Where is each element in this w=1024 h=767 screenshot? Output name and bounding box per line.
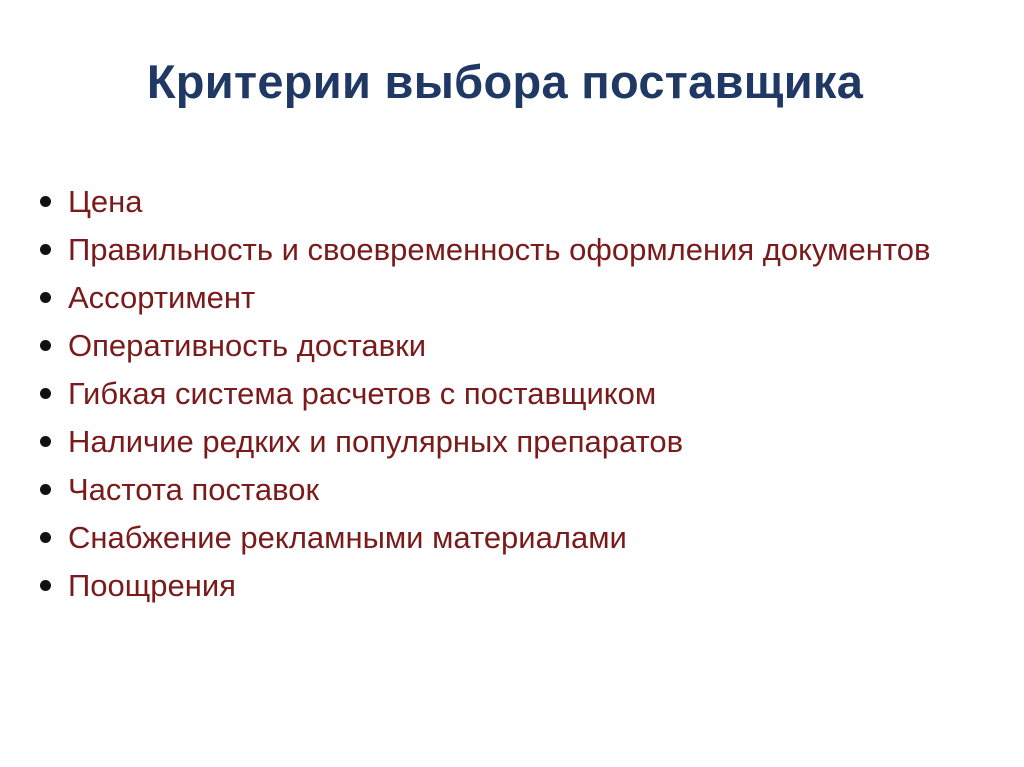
bullet-dot-icon (40, 196, 51, 207)
bullet-text: Ассортимент (68, 280, 256, 315)
bullet-item (38, 372, 998, 415)
bullet-text: Наличие редких и популярных препаратов (68, 424, 684, 459)
bullet-dot-icon (40, 340, 51, 351)
bullet-dot-icon (40, 436, 51, 447)
bullet-item (38, 180, 998, 223)
bullet-dot-icon (40, 484, 51, 495)
bullet-dot-icon (40, 244, 51, 255)
bullet-item (38, 564, 998, 607)
slide-title: Критерии выбора поставщика (146, 55, 864, 108)
bullet-dot-icon (40, 292, 51, 303)
bullet-dot-icon (40, 580, 51, 591)
bullet-list (38, 180, 998, 612)
bullet-dot-icon (40, 532, 51, 543)
bullet-item (38, 420, 998, 463)
bullet-text: Правильность и своевременность оформления документов (68, 232, 931, 267)
bullet-item (38, 324, 998, 367)
bullet-text: Оперативность доставки (68, 328, 427, 363)
bullet-item (38, 516, 998, 559)
bullet-dot-icon (40, 388, 51, 399)
bullet-item (38, 468, 998, 511)
bullet-text: Гибкая система расчетов с поставщиком (68, 376, 657, 411)
bullet-text: Цена (68, 184, 143, 219)
bullet-text: Снабжение рекламными материалами (68, 520, 627, 555)
bullet-item (38, 276, 998, 319)
bullet-text: Поощрения (68, 568, 236, 603)
bullet-text: Частота поставок (68, 472, 320, 507)
bullet-item (38, 228, 998, 271)
